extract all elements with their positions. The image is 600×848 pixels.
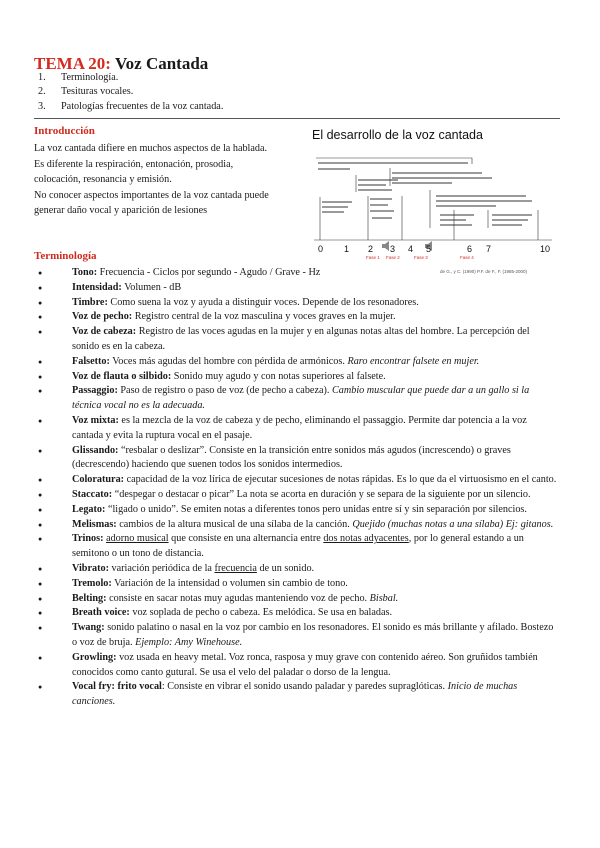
term-name: Legato:	[72, 503, 106, 515]
term-item	[38, 651, 558, 681]
phase-label: Fase 4	[460, 255, 474, 260]
term-link: frecuencia	[214, 562, 257, 574]
title-text: Voz Cantada	[114, 54, 209, 73]
term-description: voz soplada de pecho o cabeza. Es melódica. Se usa en baladas.	[129, 607, 393, 619]
term-name: Tremolo:	[72, 577, 112, 589]
term-item	[38, 355, 558, 370]
term-item	[38, 266, 558, 281]
term-description: sonido palatino o nasal en la voz por cambio en los resonadores. El sonido es más brillante y afilado. Bostezo o voz de bruja.	[72, 622, 554, 648]
term-description: voz usada en heavy metal. Voz ronca, rasposa y muy grave con contenido aéreo. Son gruñidos también conocidos como canto gutural. Se usa el velo del paladar o dorso de la lengua.	[72, 651, 538, 678]
intro-text: La voz cantada difiere en muchos aspectos de la hablada. Es diferente la respiración, entonación, prosodia, colocación, resonancia y emisión. No conocer aspectos importantes de la voz cantada puede generar daño vocal y aparición de lesiones	[34, 143, 269, 217]
phase-label: Fase 1	[366, 255, 380, 260]
term-item	[38, 384, 558, 414]
term-description: “ligado o unido”. Se emiten notas a diferentes tonos pero unidas entre sí y sin separación por silencios.	[105, 503, 527, 515]
term-description: cambios de la altura musical de una sílaba de la canción.	[116, 518, 353, 530]
figure-title: El desarrollo de la voz cantada	[312, 128, 483, 142]
term-name: Voz de cabeza:	[72, 326, 137, 338]
term-item	[38, 592, 558, 607]
term-name: Vibrato:	[72, 562, 109, 574]
term-description: : Consiste en vibrar el sonido usando paladar y paredes supraglóticas.	[161, 681, 448, 693]
title-number: TEMA 20:	[34, 54, 111, 73]
term-description: Como suena la voz y ayuda a distinguir voces. Depende de los resonadores.	[107, 296, 419, 308]
axis-tick-label: 10	[540, 244, 551, 254]
term-item	[38, 473, 558, 488]
term-description: Variación de la intensidad o volumen sin cambio de tono.	[111, 577, 348, 589]
terms-heading: Terminología	[34, 250, 97, 262]
term-item	[38, 414, 558, 444]
term-item	[38, 606, 558, 621]
axis-tick-label: 7	[486, 244, 492, 254]
term-example: Raro encontrar falsete en mujer.	[347, 355, 480, 367]
phase-label: Fase 2	[386, 255, 400, 260]
term-item	[38, 370, 558, 385]
axis-tick-label: 0	[318, 244, 324, 254]
term-item	[38, 680, 558, 710]
term-example: Bisbal.	[369, 592, 399, 604]
term-description: Frecuencia - Ciclos por segundo - Agudo / Grave - Hz	[97, 267, 321, 278]
term-name: Vocal fry: frito vocal	[72, 681, 162, 693]
term-item	[38, 281, 558, 296]
term-description: “despegar o destacar o picar” La nota se acorta en duración y se separa de la siguiente por un silencio.	[112, 488, 531, 500]
term-example: Inicio de muchas canciones.	[72, 681, 518, 708]
terms-list	[38, 266, 558, 710]
term-name: Timbre:	[72, 296, 108, 308]
term-name: Melismas:	[72, 518, 117, 530]
term-item	[38, 621, 558, 651]
voice-development-figure	[312, 128, 562, 278]
term-item	[38, 325, 558, 355]
axis-tick-label: 5	[426, 244, 432, 254]
term-item	[38, 518, 558, 533]
term-item	[38, 503, 558, 518]
term-item	[38, 577, 558, 592]
outline-item: 2. Tesituras vocales.	[38, 86, 134, 98]
term-description: Voces más agudas del hombre con pérdida de armónicos.	[109, 355, 348, 367]
term-example: Quejido (muchas notas a una sílaba) Ej: gitanos.	[352, 518, 554, 530]
term-link: adorno musical	[106, 533, 169, 545]
term-name: Falsetto:	[72, 355, 110, 367]
term-name: Coloratura:	[72, 474, 125, 486]
term-item	[38, 296, 558, 311]
term-description: Sonido muy agudo y con notas superiores al falsete.	[171, 370, 386, 382]
intro-heading: Introducción	[34, 125, 95, 137]
term-example: Cambio muscular que puede dar a un gallo si la técnica vocal no es la adecuada.	[72, 385, 530, 412]
term-description: es la mezcla de la voz de cabeza y de pecho, eliminando el passaggio. Permite dar potencia a la voz cantada y evita la ruptura vocal en el pasaje.	[72, 414, 527, 441]
term-name: Twang:	[72, 622, 105, 634]
term-description: consiste en sacar notas muy agudas manteniendo voz de pecho.	[106, 592, 370, 604]
term-name: Voz mixta:	[72, 414, 119, 426]
term-example: Ejemplo: Amy Winehouse.	[135, 636, 243, 648]
term-name: Glissando:	[72, 444, 119, 456]
term-item	[38, 488, 558, 503]
axis-tick-label: 6	[467, 244, 473, 254]
term-description: variación periódica de la	[108, 562, 215, 574]
term-name: Belting:	[72, 592, 107, 604]
term-item	[38, 562, 558, 577]
speaker-icon	[382, 241, 389, 251]
term-description: Registro de las voces agudas en la mujer y en algunas notas altas del hombre. La percepción del sonido es en la cabeza.	[72, 326, 530, 352]
axis-tick-label: 2	[368, 244, 374, 254]
outline-list	[38, 71, 223, 114]
figure-citation: de G., y C. (1990) P.F. de F., F. (1985-2000)	[440, 269, 527, 274]
term-description: Registro central de la voz masculina y voces graves en la mujer.	[132, 311, 396, 323]
divider	[34, 118, 560, 119]
term-description: de un sonido.	[256, 562, 315, 574]
phase-label: Fase 3	[414, 255, 428, 260]
annotation-blocks	[318, 162, 532, 226]
outline-item: 3. Patologías frecuentes de la voz cantada.	[38, 100, 224, 112]
axis-tick-label: 4	[408, 244, 414, 254]
term-description: “resbalar o deslizar”. Consiste en la transición entre sonidos más agudos (increscendo) o graves (decrescendo) haciendo que suenen todos los sonidos intermedios.	[72, 444, 511, 471]
term-description: capacidad de la voz lírica de ejecutar sucesiones de notas rápidas. Es lo que da el virtuosismo en el canto.	[124, 474, 557, 486]
term-description: que consiste en una alternancia entre	[168, 533, 324, 545]
term-item	[38, 310, 558, 325]
term-name: Intensidad:	[72, 281, 122, 293]
term-name: Voz de pecho:	[72, 311, 133, 323]
term-name: Growling:	[72, 651, 117, 663]
term-description: Paso de registro o paso de voz (de pecho a cabeza).	[117, 385, 332, 397]
term-name: Staccato:	[72, 488, 113, 500]
axis-tick-label: 1	[344, 244, 350, 254]
term-name: Breath voice:	[72, 607, 130, 619]
timeline-diagram	[312, 128, 562, 278]
term-description: , por lo general estando a un semitono o un tono de distancia.	[72, 533, 524, 560]
term-item	[38, 444, 558, 474]
outline-item: 1. Terminología.	[38, 72, 119, 83]
term-link: dos notas adyacentes	[323, 533, 409, 545]
term-name: Passaggio:	[72, 385, 118, 397]
term-item	[38, 532, 558, 562]
axis-tick-label: 3	[390, 244, 396, 254]
term-description: Volumen - dB	[121, 281, 182, 293]
term-name: Voz de flauta o silbido:	[72, 370, 172, 382]
term-name: Trinos:	[72, 533, 104, 545]
term-name: Tono:	[72, 267, 98, 278]
